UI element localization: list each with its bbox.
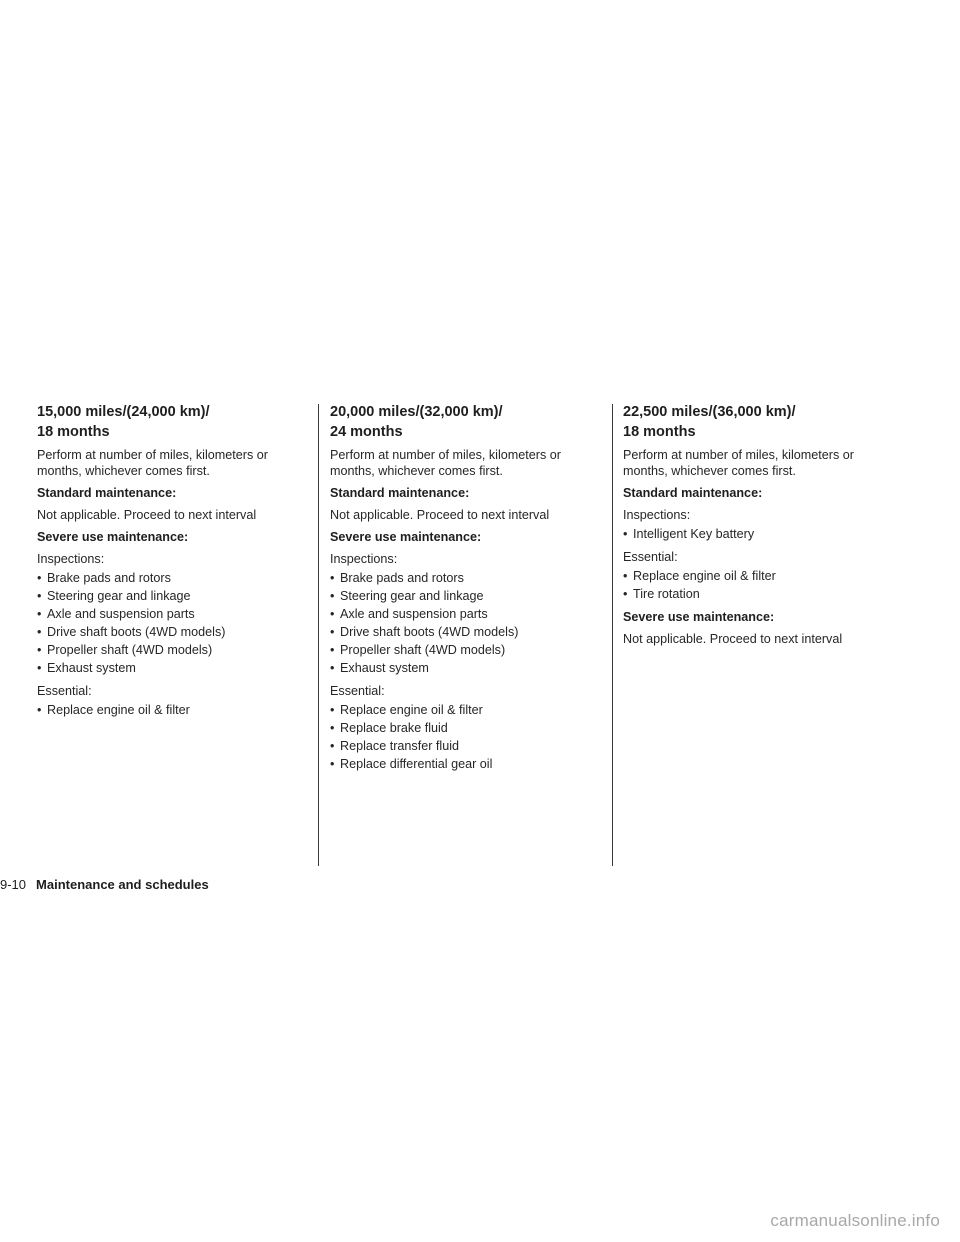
severe-maintenance-text: Not applicable. Proceed to next interval	[623, 632, 843, 646]
list-item: • Steering gear and linkage	[330, 587, 608, 605]
interval-heading-line1: 22,500 miles/(36,000 km)/	[623, 404, 796, 420]
inspections-label: Inspections:	[330, 552, 398, 566]
column-divider	[612, 404, 613, 866]
list-item: • Replace engine oil & filter	[37, 701, 315, 719]
inspections-label: Inspections:	[623, 508, 691, 522]
watermark: carmanualsonline.info	[770, 1211, 940, 1230]
severe-maintenance-heading: Severe use maintenance:	[37, 530, 189, 544]
standard-maintenance-text: Not applicable. Proceed to next interval	[330, 508, 550, 522]
essential-list	[37, 701, 315, 719]
list-item: • Replace engine oil & filter	[623, 567, 901, 585]
section-title: Maintenance and schedules	[36, 877, 209, 892]
interval-intro: Perform at number of miles, kilometers or months, whichever comes first.	[37, 448, 268, 478]
list-item: • Intelligent Key battery	[623, 525, 901, 543]
interval-heading-line1: 20,000 miles/(32,000 km)/	[330, 404, 503, 420]
page-number: 9-10	[0, 877, 27, 892]
list-item: • Brake pads and rotors	[37, 569, 315, 587]
list-item: • Steering gear and linkage	[37, 587, 315, 605]
list-item: • Tire rotation	[623, 585, 901, 603]
essential-label: Essential:	[330, 684, 385, 698]
list-item: • Replace differential gear oil	[330, 755, 608, 773]
interval-15000-column	[37, 402, 315, 725]
column-divider	[318, 404, 319, 866]
inspections-list	[37, 569, 315, 677]
list-item: • Exhaust system	[330, 659, 608, 677]
essential-list	[330, 701, 608, 773]
essential-label: Essential:	[37, 684, 92, 698]
list-item: • Propeller shaft (4WD models)	[330, 641, 608, 659]
list-item: • Drive shaft boots (4WD models)	[37, 623, 315, 641]
interval-heading-line2: 18 months	[37, 424, 110, 440]
essential-label: Essential:	[623, 550, 678, 564]
severe-maintenance-heading: Severe use maintenance:	[330, 530, 482, 544]
inspections-list	[623, 525, 901, 543]
list-item: • Drive shaft boots (4WD models)	[330, 623, 608, 641]
standard-maintenance-heading: Standard maintenance:	[623, 486, 763, 500]
list-item: • Replace transfer fluid	[330, 737, 608, 755]
standard-maintenance-text: Not applicable. Proceed to next interval	[37, 508, 257, 522]
essential-list	[623, 567, 901, 603]
list-item: • Replace engine oil & filter	[330, 701, 608, 719]
interval-heading-line1: 15,000 miles/(24,000 km)/	[37, 404, 210, 420]
standard-maintenance-heading: Standard maintenance:	[37, 486, 177, 500]
interval-heading-line2: 24 months	[330, 424, 403, 440]
interval-heading	[623, 402, 901, 442]
severe-maintenance-heading: Severe use maintenance:	[623, 610, 775, 624]
interval-intro: Perform at number of miles, kilometers or months, whichever comes first.	[623, 448, 854, 478]
list-item: • Replace brake fluid	[330, 719, 608, 737]
inspections-list	[330, 569, 608, 677]
list-item: • Axle and suspension parts	[330, 605, 608, 623]
interval-intro: Perform at number of miles, kilometers or months, whichever comes first.	[330, 448, 561, 478]
interval-heading	[330, 402, 608, 442]
list-item: • Propeller shaft (4WD models)	[37, 641, 315, 659]
interval-heading-line2: 18 months	[623, 424, 696, 440]
page-footer	[0, 876, 209, 894]
interval-22500-column	[623, 402, 901, 653]
interval-heading	[37, 402, 315, 442]
interval-20000-column	[330, 402, 608, 779]
standard-maintenance-heading: Standard maintenance:	[330, 486, 470, 500]
list-item: • Brake pads and rotors	[330, 569, 608, 587]
list-item: • Exhaust system	[37, 659, 315, 677]
inspections-label: Inspections:	[37, 552, 105, 566]
list-item: • Axle and suspension parts	[37, 605, 315, 623]
